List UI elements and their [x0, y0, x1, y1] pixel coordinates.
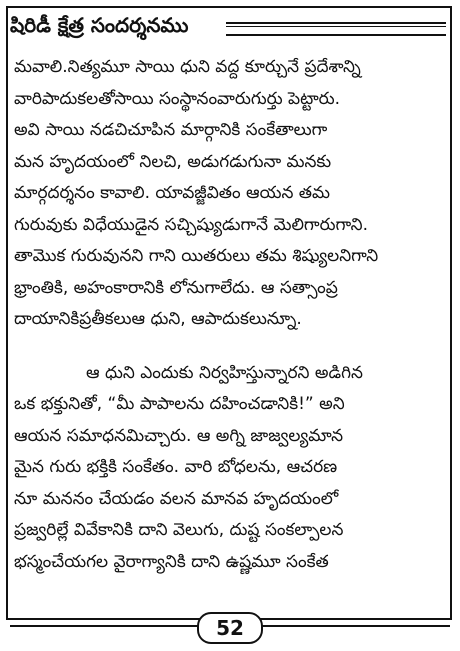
text-line: మవాలి.నిత్యమూ సాయి ధుని వద్ద కూర్చునే ప్రదేశాన్ని [14, 57, 361, 77]
book-title: షిరిడీ క్షేత్ర సందర్శనము [10, 12, 189, 37]
paragraph-gap [14, 336, 444, 358]
text-line: ఒక భక్తునితో, “మీ పాపాలను దహించడానికి!” అని [14, 394, 345, 414]
text-line: ఆ ధుని ఎందుకు నిర్వహిస్తున్నారని అడిగిన [86, 362, 363, 383]
paragraph-1 [14, 52, 444, 336]
body-text [14, 52, 444, 578]
paragraph-2 [14, 358, 444, 579]
text-line: వారిపాదుకలతోసాయి సంస్థానంవారుగుర్తు పెట్టారు. [14, 88, 341, 109]
text-line: ప్రజ్వరిల్లే వివేకానికి దాని వెలుగు, దుష్ట సంకల్పాలన [14, 520, 344, 540]
text-line: మార్గదర్శనం కావాలి. యావజ్జీవితం ఆయన తమ [14, 183, 331, 203]
text-line: గురువుకు విధేయుడైన సచ్చిష్యుడుగానే మెలిగారుగాని. [14, 214, 368, 235]
text-line: ఆయన సమాధనమిచ్చారు. ఆ అగ్ని జాజ్వల్యమాన [14, 425, 344, 446]
text-line: మైన గురు భక్తికి సంకేతం. వారి బోధలను, ఆచరణ [14, 457, 338, 477]
page-number: 52 [197, 612, 263, 644]
page-footer [0, 612, 460, 642]
text-line: భ్రాంతికి, అహంకారానికి లోనుగాలేదు. ఆ సత్సాంప్ర [14, 277, 338, 298]
header-rule [226, 22, 446, 36]
text-line: మన హృదయంలో నిలచి, అడుగడుగునా మనకు [14, 151, 332, 172]
text-line: తామొక గురువునని గాని యితరులు తమ శిష్యులనిగాని [14, 246, 379, 266]
text-line: భస్మంచేయగల వైరాగ్యానికి దాని ఉష్ణమూ సంకేత [14, 551, 329, 572]
text-line: నూ మననం చేయడం వలన మానవ హృదయంలో [14, 488, 339, 509]
text-line: అవి సాయి నడచిచూపిన మార్గానికి సంకేతాలుగా [14, 120, 328, 140]
text-line: దాయానికిప్రతీకలుఆ ధుని, ఆపాదుకలున్నూ. [14, 309, 302, 329]
running-header [10, 12, 188, 42]
